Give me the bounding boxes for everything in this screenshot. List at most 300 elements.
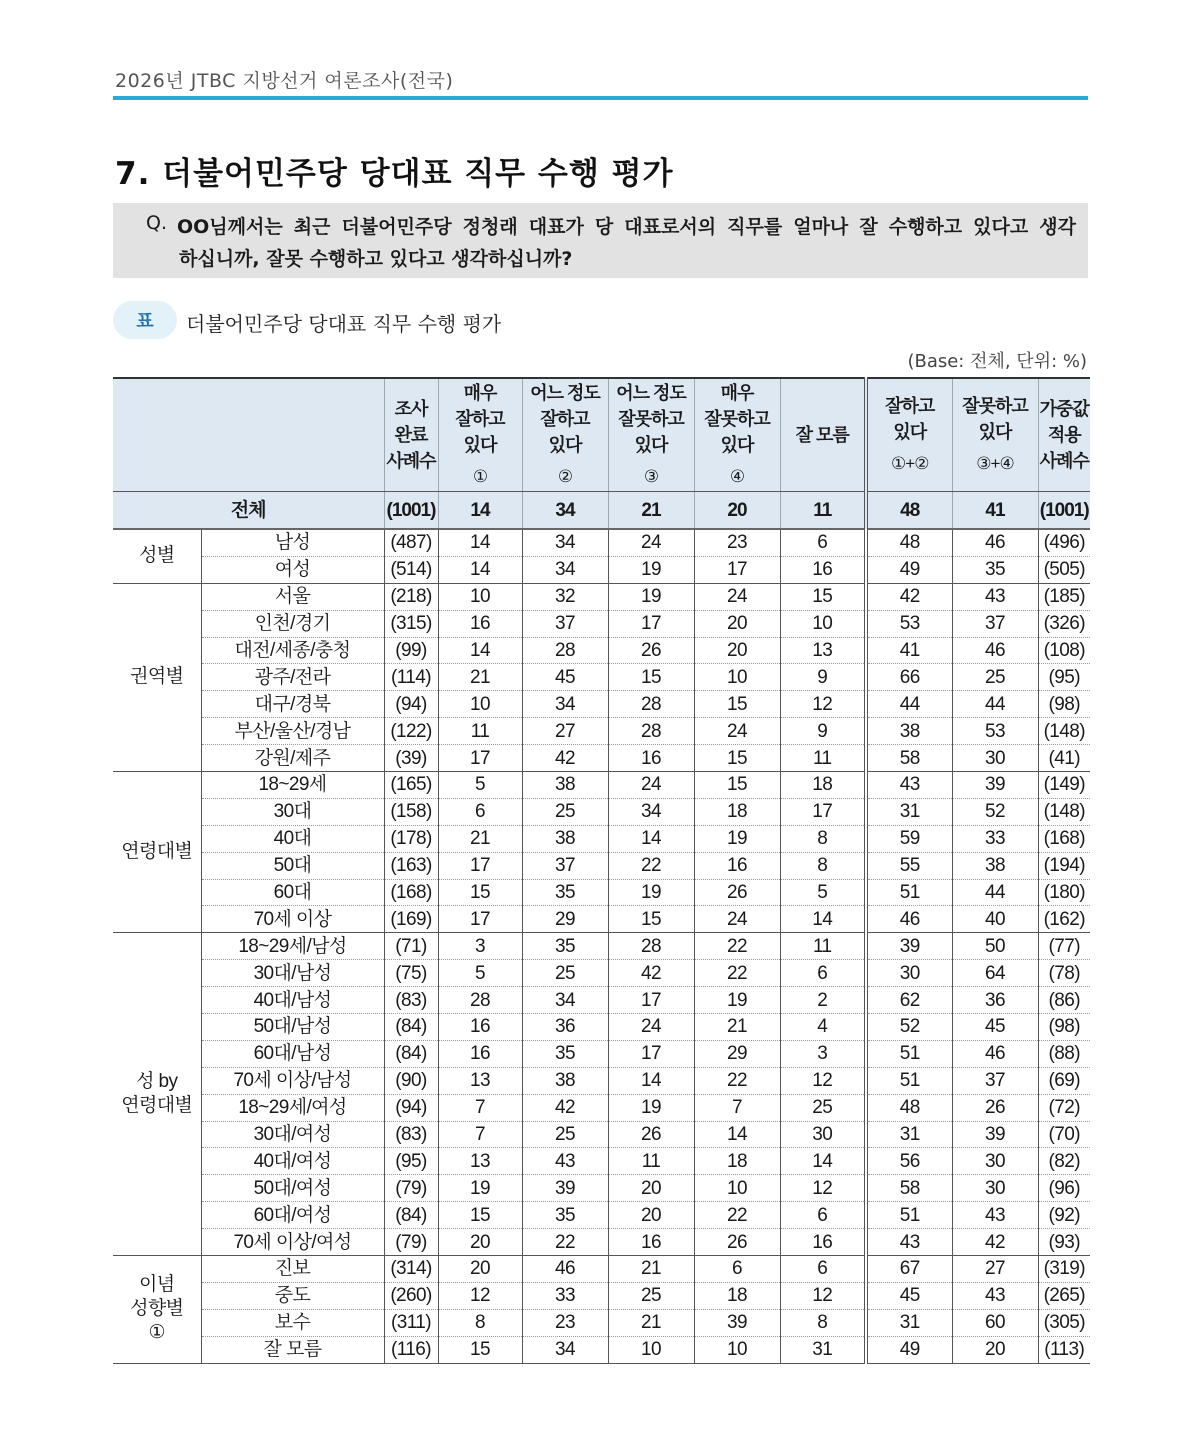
table-cell: (260) (384, 1282, 438, 1309)
table-cell: 12 (438, 1282, 522, 1309)
table-cell: 42 (522, 745, 608, 772)
table-row (113, 1067, 1090, 1094)
table-cell: 18 (780, 772, 866, 799)
table-cell: 59 (866, 825, 952, 852)
table-cell: 49 (866, 1336, 952, 1363)
table-row (113, 852, 1090, 879)
table-cell: 49 (866, 556, 952, 583)
column-header-4 (608, 378, 694, 492)
table-cell: 15 (608, 906, 694, 933)
table-cell: (75) (384, 960, 438, 987)
table-cell: 46 (952, 637, 1038, 664)
table-cell: (122) (384, 718, 438, 745)
table-cell: 37 (952, 610, 1038, 637)
table-cell: 44 (952, 691, 1038, 718)
table-cell: 15 (438, 1336, 522, 1363)
table-cell: 28 (438, 987, 522, 1014)
table-cell: 26 (952, 1094, 1038, 1121)
table-cell: 10 (694, 1175, 780, 1202)
table-cell: 34 (608, 798, 694, 825)
table-cell: 38 (866, 718, 952, 745)
table-cell: 6 (780, 529, 866, 556)
table-cell: (83) (384, 1121, 438, 1148)
question-line-1 (146, 212, 1076, 239)
table-cell: 25 (952, 664, 1038, 691)
row-label: 60대 (201, 879, 384, 906)
table-cell: 16 (608, 745, 694, 772)
table-cell: (149) (1038, 772, 1090, 799)
table-cell: 11 (780, 933, 866, 960)
table-cell: 19 (608, 879, 694, 906)
table-cell: 22 (694, 1067, 780, 1094)
table-cell: 15 (780, 583, 866, 610)
table-cell: 13 (438, 1067, 522, 1094)
table-cell: (148) (1038, 798, 1090, 825)
column-header-marker: ① (472, 467, 488, 486)
table-cell: (88) (1038, 1040, 1090, 1067)
table-cell: 43 (866, 1229, 952, 1256)
table-cell: 15 (694, 772, 780, 799)
table-cell: (77) (1038, 933, 1090, 960)
table-cell: 6 (780, 1256, 866, 1283)
table-cell: 17 (780, 798, 866, 825)
table-cell: 66 (866, 664, 952, 691)
table-cell: 53 (866, 610, 952, 637)
table-cell: 42 (522, 1094, 608, 1121)
table-cell: 13 (438, 1148, 522, 1175)
table-cell: (78) (1038, 960, 1090, 987)
table-cell: 18 (694, 798, 780, 825)
table-cell: (158) (384, 798, 438, 825)
table-cell: 28 (522, 637, 608, 664)
table-cell: 60 (952, 1309, 1038, 1336)
table-cell: (169) (384, 906, 438, 933)
table-row (113, 1094, 1090, 1121)
table-row (113, 637, 1090, 664)
table-cell: 12 (780, 691, 866, 718)
table-cell: (84) (384, 1014, 438, 1041)
table-cell: 32 (522, 583, 608, 610)
table-cell: 67 (866, 1256, 952, 1283)
table-cell: 17 (694, 556, 780, 583)
table-cell: (39) (384, 745, 438, 772)
row-label: 50대/남성 (201, 1014, 384, 1041)
table-cell: (305) (1038, 1309, 1090, 1336)
column-header-label: 어느 정도 잘못하고 있다 (616, 383, 686, 455)
table-cell: 39 (522, 1175, 608, 1202)
table-cell: (72) (1038, 1094, 1090, 1121)
total-cell: 14 (438, 492, 522, 530)
results-table (113, 377, 1090, 1364)
table-cell: 35 (522, 933, 608, 960)
table-row (113, 987, 1090, 1014)
table-cell: 34 (522, 987, 608, 1014)
table-cell: (178) (384, 825, 438, 852)
row-label: 70세 이상/여성 (201, 1229, 384, 1256)
table-cell: 16 (780, 556, 866, 583)
table-cell: 14 (608, 825, 694, 852)
table-cell: 9 (780, 664, 866, 691)
row-label: 30대/남성 (201, 960, 384, 987)
table-cell: 10 (694, 664, 780, 691)
column-header-label: 잘 모름 (795, 425, 849, 445)
table-cell: 5 (780, 879, 866, 906)
table-cell: 31 (780, 1336, 866, 1363)
table-cell: 24 (608, 529, 694, 556)
table-cell: 35 (522, 1040, 608, 1067)
table-row (113, 1040, 1090, 1067)
table-row (113, 960, 1090, 987)
table-cell: 21 (438, 825, 522, 852)
column-header-5 (694, 378, 780, 492)
table-cell: 20 (438, 1229, 522, 1256)
row-group-label: 연령대별 (113, 772, 201, 933)
table-cell: (108) (1038, 637, 1090, 664)
table-cell: (71) (384, 933, 438, 960)
table-cell: (319) (1038, 1256, 1090, 1283)
table-cell: 35 (522, 879, 608, 906)
table-cell: 25 (780, 1094, 866, 1121)
table-cell: 19 (438, 1175, 522, 1202)
table-cell: 15 (694, 691, 780, 718)
table-cell: (69) (1038, 1067, 1090, 1094)
row-label: 강원/제주 (201, 745, 384, 772)
table-cell: 30 (952, 1148, 1038, 1175)
table-cell: 20 (608, 1202, 694, 1229)
table-cell: (148) (1038, 718, 1090, 745)
table-cell: (162) (1038, 906, 1090, 933)
table-row (113, 664, 1090, 691)
table-cell: 25 (522, 1121, 608, 1148)
table-cell: 64 (952, 960, 1038, 987)
table-cell: 22 (694, 1202, 780, 1229)
table-cell: 44 (866, 691, 952, 718)
table-cell: 24 (608, 1014, 694, 1041)
row-label: 광주/전라 (201, 664, 384, 691)
table-cell: 51 (866, 1202, 952, 1229)
table-cell: 20 (438, 1256, 522, 1283)
table-cell: (496) (1038, 529, 1090, 556)
table-cell: 24 (694, 583, 780, 610)
table-cell: (218) (384, 583, 438, 610)
table-cell: 45 (522, 664, 608, 691)
table-cell: 29 (522, 906, 608, 933)
table-cell: 34 (522, 1336, 608, 1363)
table-row (113, 691, 1090, 718)
table-cell: 20 (608, 1175, 694, 1202)
table-cell: (95) (1038, 664, 1090, 691)
total-row-label: 전체 (113, 492, 384, 530)
row-label: 50대/여성 (201, 1175, 384, 1202)
table-cell: 40 (952, 906, 1038, 933)
table-cell: (185) (1038, 583, 1090, 610)
table-cell: 12 (780, 1175, 866, 1202)
table-cell: (95) (384, 1148, 438, 1175)
table-cell: 10 (438, 583, 522, 610)
table-cell: 3 (780, 1040, 866, 1067)
table-cell: 43 (952, 583, 1038, 610)
table-row (113, 933, 1090, 960)
table-cell: 22 (522, 1229, 608, 1256)
table-cell: 10 (694, 1336, 780, 1363)
table-cell: 16 (694, 852, 780, 879)
column-header-label: 잘못하고 있다 (962, 396, 1028, 442)
column-header-2 (438, 378, 522, 492)
table-cell: 19 (608, 556, 694, 583)
table-cell: (505) (1038, 556, 1090, 583)
table-row (113, 1148, 1090, 1175)
question-text-1: OO님께서는 최근 더불어민주당 정청래 대표가 당 대표로서의 직무를 얼마나 잘 수행하고 있다고 생각 (177, 216, 1076, 238)
table-cell: 27 (952, 1256, 1038, 1283)
table-cell: 16 (438, 1014, 522, 1041)
row-label: 50대 (201, 852, 384, 879)
table-cell: 19 (608, 1094, 694, 1121)
table-cell: 12 (780, 1282, 866, 1309)
table-cell: (311) (384, 1309, 438, 1336)
row-label: 여성 (201, 556, 384, 583)
table-cell: 7 (438, 1121, 522, 1148)
table-cell: (116) (384, 1336, 438, 1363)
row-label: 60대/남성 (201, 1040, 384, 1067)
row-group-label: 권역별 (113, 583, 201, 771)
table-cell: 16 (438, 1040, 522, 1067)
table-cell: 9 (780, 718, 866, 745)
table-cell: 53 (952, 718, 1038, 745)
table-cell: 15 (438, 879, 522, 906)
table-cell: 45 (952, 1014, 1038, 1041)
table-row (113, 529, 1090, 556)
table-cell: 46 (522, 1256, 608, 1283)
table-cell: 52 (866, 1014, 952, 1041)
table-cell: 37 (522, 610, 608, 637)
base-note: (Base: 전체, 단위: %) (907, 351, 1087, 372)
table-cell: (86) (1038, 987, 1090, 1014)
row-label: 보수 (201, 1309, 384, 1336)
table-cell: 30 (952, 745, 1038, 772)
table-cell: 34 (522, 529, 608, 556)
table-cell: (70) (1038, 1121, 1090, 1148)
table-cell: 11 (608, 1148, 694, 1175)
table-cell: 19 (694, 825, 780, 852)
document-header: 2026년 JTBC 지방선거 여론조사(전국) (115, 70, 454, 92)
table-cell: 28 (608, 718, 694, 745)
total-cell: (1001) (384, 492, 438, 530)
row-label: 70세 이상/남성 (201, 1067, 384, 1094)
table-row (113, 1202, 1090, 1229)
column-header-label: 매우 잘못하고 있다 (704, 383, 770, 455)
table-cell: 25 (522, 960, 608, 987)
row-group-label: 성 by 연령대별 (113, 933, 201, 1256)
row-label: 잘 모름 (201, 1336, 384, 1363)
table-cell: 5 (438, 960, 522, 987)
table-cell: 36 (522, 1014, 608, 1041)
row-label: 60대/여성 (201, 1202, 384, 1229)
table-cell: 3 (438, 933, 522, 960)
row-group-label: 이념 성향별 ① (113, 1256, 201, 1364)
table-row (113, 798, 1090, 825)
table-cell: 43 (952, 1282, 1038, 1309)
column-header-label: 조사 완료 사례수 (386, 399, 436, 471)
table-cell: 31 (866, 1309, 952, 1336)
table-cell: 38 (522, 825, 608, 852)
column-header-marker: ④ (729, 467, 745, 486)
section-title: 7. 더불어민주당 당대표 직무 수행 평가 (115, 156, 674, 192)
table-cell: 21 (608, 1256, 694, 1283)
table-row (113, 1175, 1090, 1202)
table-cell: 23 (694, 529, 780, 556)
total-cell: 41 (952, 492, 1038, 530)
row-label: 18~29세/여성 (201, 1094, 384, 1121)
table-cell: 20 (694, 637, 780, 664)
table-row (113, 556, 1090, 583)
table-row (113, 745, 1090, 772)
table-cell: 43 (522, 1148, 608, 1175)
table-cell: 42 (608, 960, 694, 987)
table-cell: 46 (952, 529, 1038, 556)
table-cell: 23 (522, 1309, 608, 1336)
table-cell: 41 (866, 637, 952, 664)
row-label: 대전/세종/충청 (201, 637, 384, 664)
table-cell: 13 (780, 637, 866, 664)
table-cell: 45 (866, 1282, 952, 1309)
table-cell: 37 (952, 1067, 1038, 1094)
table-cell: 6 (780, 960, 866, 987)
table-cell: 16 (608, 1229, 694, 1256)
table-cell: (314) (384, 1256, 438, 1283)
table-cell: (98) (1038, 1014, 1090, 1041)
table-cell: 52 (952, 798, 1038, 825)
table-cell: 39 (952, 1121, 1038, 1148)
question-text-2: 하십니까, 잘못 수행하고 있다고 생각하십니까? (179, 248, 573, 270)
table-cell: 30 (780, 1121, 866, 1148)
table-badge: 표 (113, 301, 177, 339)
table-cell: 39 (694, 1309, 780, 1336)
row-label: 18~29세 (201, 772, 384, 799)
total-cell: 20 (694, 492, 780, 530)
table-row (113, 825, 1090, 852)
table-cell: 38 (522, 772, 608, 799)
column-header-marker: ② (557, 467, 573, 486)
table-cell: (41) (1038, 745, 1090, 772)
table-cell: 16 (780, 1229, 866, 1256)
table-cell: 48 (866, 1094, 952, 1121)
table-cell: 25 (522, 798, 608, 825)
table-cell: 51 (866, 1067, 952, 1094)
table-cell: 28 (608, 691, 694, 718)
table-cell: 20 (694, 610, 780, 637)
table-cell: 46 (952, 1040, 1038, 1067)
table-cell: (514) (384, 556, 438, 583)
table-cell: 51 (866, 1040, 952, 1067)
row-label: 부산/울산/경남 (201, 718, 384, 745)
table-cell: 42 (952, 1229, 1038, 1256)
row-label: 진보 (201, 1256, 384, 1283)
table-cell: 56 (866, 1148, 952, 1175)
table-cell: 14 (780, 906, 866, 933)
column-header-1 (384, 378, 438, 492)
table-row (113, 906, 1090, 933)
table-cell: 16 (438, 610, 522, 637)
question-mark-label: Q. (146, 212, 167, 234)
table-cell: 24 (694, 906, 780, 933)
table-cell: 17 (438, 852, 522, 879)
table-cell: (315) (384, 610, 438, 637)
table-cell: 34 (522, 691, 608, 718)
table-cell: 15 (608, 664, 694, 691)
table-cell: 14 (438, 556, 522, 583)
column-header-6 (780, 378, 866, 492)
table-cell: (92) (1038, 1202, 1090, 1229)
total-cell: 48 (866, 492, 952, 530)
column-header-3 (522, 378, 608, 492)
total-cell: (1001) (1038, 492, 1090, 530)
table-cell: 30 (952, 1175, 1038, 1202)
table-cell: 6 (694, 1256, 780, 1283)
table-cell: (96) (1038, 1175, 1090, 1202)
table-cell: 7 (438, 1094, 522, 1121)
table-cell: 19 (608, 583, 694, 610)
table-cell: 17 (438, 745, 522, 772)
table-cell: 17 (438, 906, 522, 933)
table-cell: 14 (694, 1121, 780, 1148)
table-cell: 10 (438, 691, 522, 718)
table-cell: 6 (780, 1202, 866, 1229)
column-header-label: 잘하고 있다 (885, 396, 935, 442)
table-cell: 34 (522, 556, 608, 583)
table-cell: (265) (1038, 1282, 1090, 1309)
table-cell: 46 (866, 906, 952, 933)
table-cell: 62 (866, 987, 952, 1014)
table-cell: 50 (952, 933, 1038, 960)
table-row (113, 1282, 1090, 1309)
column-header-marker: ③ (643, 467, 659, 486)
table-cell: (99) (384, 637, 438, 664)
table-cell: 29 (694, 1040, 780, 1067)
total-cell: 34 (522, 492, 608, 530)
total-cell: 21 (608, 492, 694, 530)
row-label: 중도 (201, 1282, 384, 1309)
table-cell: 19 (694, 987, 780, 1014)
table-cell: 43 (866, 772, 952, 799)
table-cell: 14 (780, 1148, 866, 1175)
table-cell: 17 (608, 1040, 694, 1067)
table-cell: 12 (780, 1067, 866, 1094)
table-cell: 24 (694, 718, 780, 745)
table-cell: (180) (1038, 879, 1090, 906)
table-cell: 22 (608, 852, 694, 879)
table-cell: 38 (952, 852, 1038, 879)
table-cell: 26 (694, 1229, 780, 1256)
table-cell: 31 (866, 798, 952, 825)
table-cell: 18 (694, 1282, 780, 1309)
table-cell: (114) (384, 664, 438, 691)
table-cell: 48 (866, 529, 952, 556)
column-header-marker: ③+④ (976, 454, 1014, 473)
table-cell: (93) (1038, 1229, 1090, 1256)
total-cell: 11 (780, 492, 866, 530)
table-cell: (83) (384, 987, 438, 1014)
row-label: 대구/경북 (201, 691, 384, 718)
table-cell: 24 (608, 772, 694, 799)
table-cell: 36 (952, 987, 1038, 1014)
table-cell: (194) (1038, 852, 1090, 879)
total-row (113, 492, 1090, 530)
table-cell: 31 (866, 1121, 952, 1148)
table-row (113, 1229, 1090, 1256)
table-cell: 6 (438, 798, 522, 825)
table-row (113, 1121, 1090, 1148)
table-cell: 21 (438, 664, 522, 691)
